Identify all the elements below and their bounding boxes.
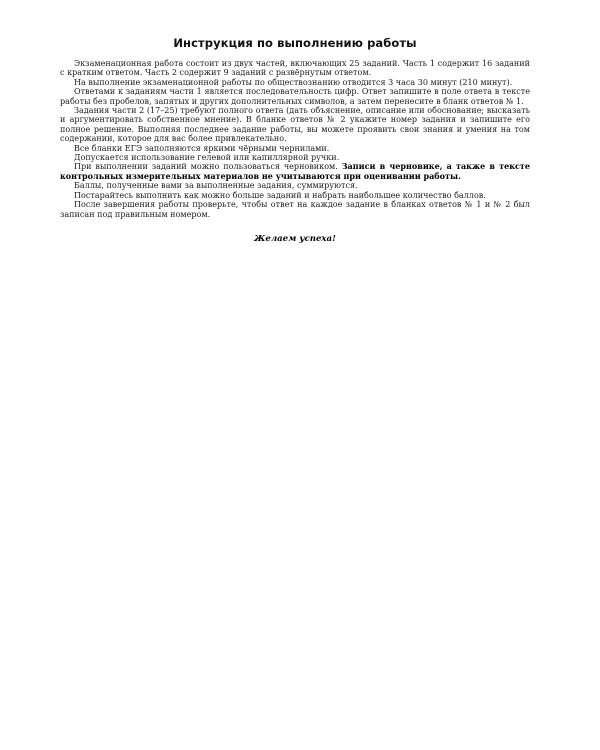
paragraph-part2-answers — [60, 106, 530, 144]
instruction-page — [60, 36, 530, 244]
paragraph-draft — [60, 162, 530, 181]
paragraph-part1-answers — [60, 87, 530, 106]
paragraph-scores — [60, 181, 530, 190]
instruction-body — [60, 59, 530, 219]
paragraph-text: Допускается использование гелевой или капиллярной ручки. — [74, 153, 340, 163]
paragraph-text: Задания части 2 (17–25) требуют полного ответа (дать объяснение, описание или обоснование; высказать и аргументировать собственное мнение). В бланке ответов № 2 укажите номер задания и запишите его полное решение. Выполняя последнее задание работы, вы можете проявить свои знания и умения на том содержании, которое для вас более привлекательно. — [60, 106, 530, 144]
paragraph-text: Ответами к заданиям части 1 является последовательность цифр. Ответ запишите в поле ответа в тексте работы без пробелов, запятых и других дополнительных символов, а затем перенесите в бланк ответов № 1. — [60, 87, 530, 106]
closing-wish: Желаем успеха! — [254, 233, 336, 244]
paragraph-effort — [60, 191, 530, 200]
paragraph-text: После завершения работы проверьте, чтобы ответ на каждое задание в бланках ответов № 1 и № 2 был записан под правильным номером. — [60, 200, 530, 219]
paragraph-text: Все бланки ЕГЭ заполняются яркими чёрными чернилами. — [74, 143, 330, 153]
paragraph-text: На выполнение экзаменационной работы по обществознанию отводится 3 часа 30 минут (210 минут). — [74, 77, 513, 87]
page-title: Инструкция по выполнению работы — [173, 36, 417, 50]
paragraph-text: Постарайтесь выполнить как можно больше заданий и набрать наибольшее количество баллов. — [74, 190, 486, 200]
paragraph-bold-text: Записи в черновике, а также в тексте контрольных измерительных материалов не учитываются при оценивании работы. — [60, 161, 531, 181]
paragraph-text: Баллы, полученные вами за выполненные задания, суммируются. — [74, 181, 358, 191]
paragraph-structure — [60, 59, 530, 78]
paragraph-text: Экзаменационная работа состоит из двух частей, включающих 25 заданий. Часть 1 содержит 16 заданий с кратким ответом. Часть 2 содержит 9 заданий с развёрнутым ответом. — [60, 59, 530, 78]
paragraph-time — [60, 78, 530, 87]
paragraph-text: При выполнении заданий можно пользоваться черновиком. — [74, 162, 342, 172]
paragraph-ink — [60, 144, 530, 153]
paragraph-check — [60, 200, 530, 219]
